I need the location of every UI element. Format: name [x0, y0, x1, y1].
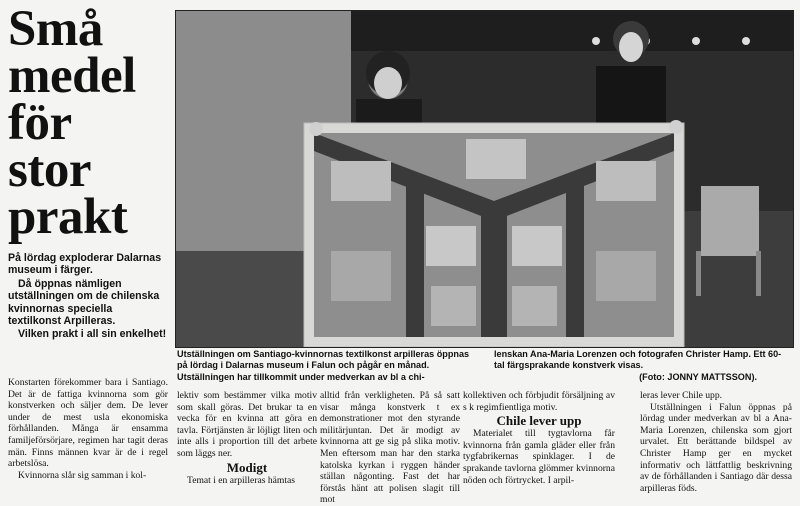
- article-column-5: [640, 390, 792, 494]
- caption-text: lenskan Ana-Maria Lorenzen och fotografen Christer Hamp. Ett 60-tal färgsprakande konstverk visas.: [494, 349, 782, 371]
- article-column-3: [320, 390, 460, 506]
- body-paragraph: Utställningen i Falun öppnas på lördag under medverkan av bl a Ana-Maria Lorenzen, chilenska som gjort urvalet. Ett berättande bildspel av Christer Hamp ger en mycket informativ och lättfattlig beskrivning av de förhållanden i Santiago där dessa arpilleras föds.: [640, 401, 792, 494]
- photo-credit: (Foto: JONNY MATTSSON).: [639, 371, 757, 382]
- photo-illustration: [176, 11, 793, 347]
- body-paragraph: Konstarten förekommer bara i Santiago. Det är de fattiga kvinnorna som gör konstverken och säljer dem. De lever under de mest usla ekonomiska förhållanden. Många är ensamma familjeförsörjare, regimen har tagit deras män. Finns männen kvar är de i regel arbetslösa.: [8, 377, 168, 470]
- headline-line: Små: [8, 1, 103, 57]
- subheading: Modigt: [226, 459, 268, 475]
- headline: [8, 1, 168, 245]
- body-paragraph: Temat i en arpilleras hämtas: [187, 474, 296, 486]
- body-paragraph: leras lever Chile upp.: [640, 390, 723, 401]
- article-column-4: [463, 390, 615, 486]
- body-paragraph: kollektiven och förbjudit försäljning av s k regimfientliga motiv.: [463, 390, 615, 413]
- body-paragraph: Materialet till tygtavlorna får kvinnorna från gamla gläder eller från tygfabrikernas spinklager. I de sprakande tavlorna glömmer kvinnorna nöden och förtrycket. I arpil-: [463, 428, 615, 486]
- body-paragraph: Kvinnorna slår sig samman i kol-: [18, 469, 147, 481]
- lead-text: Då öppnas nämligen utställningen om de chilenska kvinnornas speciella textilkonst Arpilleras.: [8, 277, 160, 328]
- article-column-2: [177, 390, 317, 486]
- body-paragraph: alltid från verkligheten. På så satt visar många konstverk t ex demonstrationer mot den styrande militärjuntan. Det är modigt av kvinnorna att ge sig på slika motiv. Men eftersom man har den starka katolska kyrkan i ryggen händer ställan någonting. Fast det har förstås hänt att polisen slagit till mot: [320, 390, 460, 506]
- lead-text: På lördag exploderar Dalarnas museum i färger.: [8, 252, 162, 277]
- article-column-1: [8, 377, 168, 481]
- headline-line: prakt: [8, 189, 128, 245]
- body-paragraph: lektiv som bestämmer vilka motiv som skall göras. Det brukar ta en vecka för en kvinna att göra en tavla. Förtjänsten är löjligt liten och inte alls i proportion till det arbete som läggs ner.: [177, 390, 317, 459]
- subheading: Chile lever upp: [496, 413, 582, 429]
- caption-left: Utställningen om Santiago-kvinnornas textilkonst arpilleras öppnas på lördag i Dalarnas museum i Falun och pågår en månad. Utställningen har tillkommit under medverkan av bl a chi-: [177, 349, 470, 382]
- news-photo: [175, 10, 794, 348]
- headline-line: medel: [8, 48, 136, 104]
- lead-paragraph: [8, 252, 168, 342]
- caption-right: [494, 349, 789, 383]
- headline-line: stor: [8, 142, 91, 198]
- lead-text: Vilken prakt i all sin enkelhet!: [18, 328, 167, 341]
- headline-line: för: [8, 95, 72, 151]
